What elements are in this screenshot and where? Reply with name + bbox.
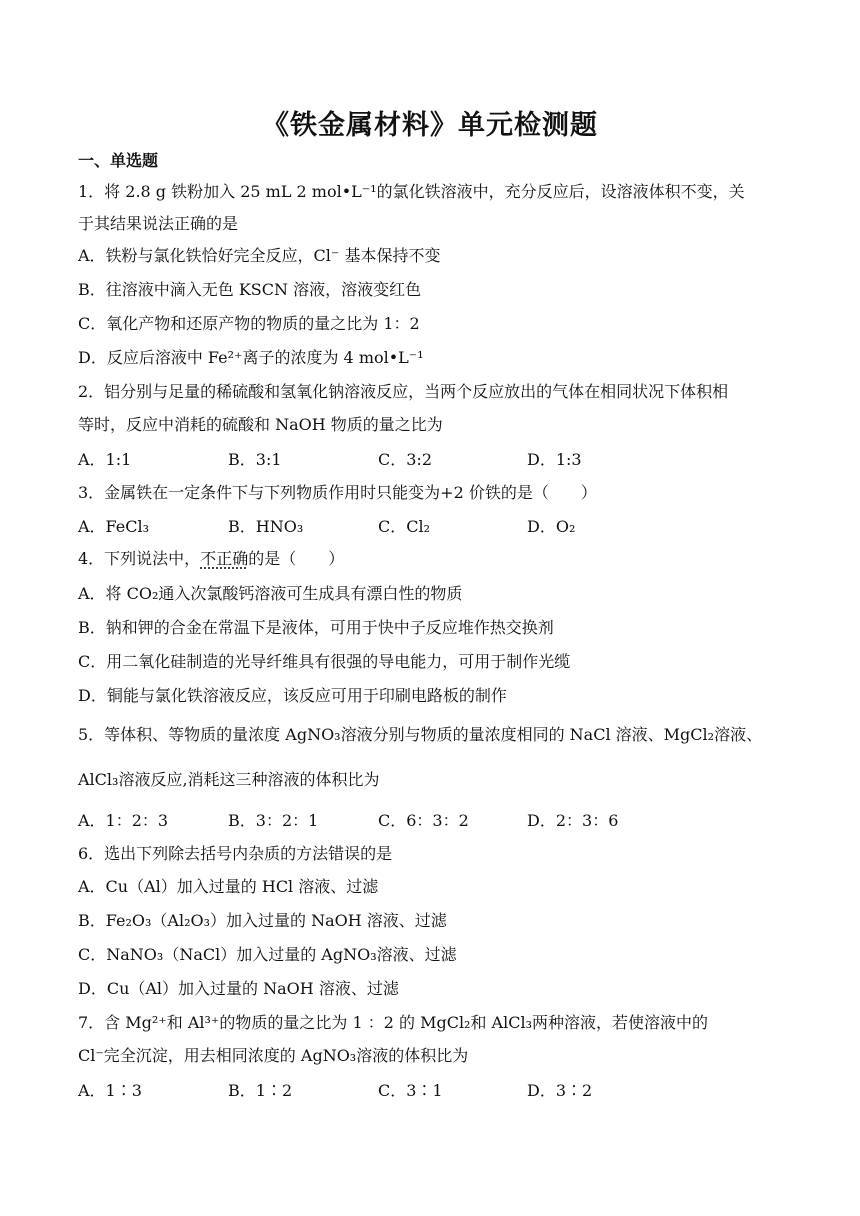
q4-option-b: B．钠和钾的合金在常温下是液体，可用于快中子反应堆作热交换剂 <box>78 618 554 637</box>
q1-stem-line2: 于其结果说法正确的是 <box>78 214 239 233</box>
q4-option-c: C．用二氧化硅制造的光导纤维具有很强的导电能力，可用于制作光缆 <box>78 652 571 671</box>
q4-stem-suffix: 的是（ ） <box>248 549 345 568</box>
q2-stem-line1: 2．铝分别与足量的稀硫酸和氢氧化钠溶液反应，当两个反应放出的气体在相同状况下体积相 <box>78 382 729 401</box>
q7-stem-line1: 7．含 Mg²⁺和 Al³⁺的物质的量之比为 1 ：2 的 MgCl₂和 AlCl₃两种溶液，若使溶液中的 <box>78 1013 709 1032</box>
q2-option-b: B．3:1 <box>228 450 282 469</box>
document-title: 《铁金属材料》单元检测题 <box>262 110 598 141</box>
q1-option-d: D．反应后溶液中 Fe²⁺离子的浓度为 4 mol•L⁻¹ <box>78 348 424 367</box>
q1-option-b: B．往溶液中滴入无色 KSCN 溶液，溶液变红色 <box>78 280 422 299</box>
q7-option-d: D．3∶2 <box>527 1081 593 1100</box>
q7-stem-line2: Cl⁻完全沉淀，用去相同浓度的 AgNO₃溶液的体积比为 <box>78 1046 469 1065</box>
q3-option-a: A．FeCl₃ <box>78 517 150 536</box>
q7-option-c: C．3∶1 <box>378 1081 443 1100</box>
q2-option-a: A．1:1 <box>78 450 132 469</box>
section-heading: 一、单选题 <box>78 151 159 170</box>
q5-option-b: B．3：2：1 <box>228 811 319 830</box>
q7-option-a: A．1∶3 <box>78 1081 142 1100</box>
q4-emphasis: 不正确 <box>200 549 249 568</box>
q5-options <box>78 809 798 833</box>
q6-option-c: C．NaNO₃（NaCl）加入过量的 AgNO₃溶液、过滤 <box>78 945 457 964</box>
q6-stem: 6．选出下列除去括号内杂质的方法错误的是 <box>78 844 393 863</box>
q3-option-d: D．O₂ <box>527 517 576 536</box>
q3-option-c: C．Cl₂ <box>378 517 431 536</box>
q4-option-a: A．将 CO₂通入次氯酸钙溶液可生成具有漂白性的物质 <box>78 584 463 603</box>
q2-option-c: C．3:2 <box>378 450 432 469</box>
q5-option-c: C．6：3：2 <box>378 811 469 830</box>
q4-stem-prefix: 4．下列说法中， <box>78 549 201 568</box>
q6-option-a: A．Cu（Al）加入过量的 HCl 溶液、过滤 <box>78 877 379 896</box>
q7-options <box>78 1079 798 1103</box>
q2-stem-line2: 等时，反应中消耗的硫酸和 NaOH 物质的量之比为 <box>78 415 443 434</box>
q3-option-b: B．HNO₃ <box>228 517 304 536</box>
q2-option-d: D．1:3 <box>527 450 582 469</box>
q3-options <box>78 515 798 539</box>
q6-option-b: B．Fe₂O₃（Al₂O₃）加入过量的 NaOH 溶液、过滤 <box>78 911 447 930</box>
q5-stem-line2: AlCl₃溶液反应,消耗这三种溶液的体积比为 <box>78 770 380 789</box>
q4-stem <box>78 547 344 571</box>
q2-options <box>78 448 798 472</box>
q3-stem: 3．金属铁在一定条件下与下列物质作用时只能变为+2 价铁的是（ ） <box>78 483 597 502</box>
q7-option-b: B．1∶2 <box>228 1081 293 1100</box>
q1-option-a: A．铁粉与氯化铁恰好完全反应，Cl⁻ 基本保持不变 <box>78 246 441 265</box>
q5-option-a: A．1：2：3 <box>78 811 169 830</box>
q1-stem-line1: 1．将 2.8 g 铁粉加入 25 mL 2 mol•L⁻¹的氯化铁溶液中，充分反应后，设溶液体积不变，关 <box>78 182 745 201</box>
q5-option-d: D．2：3：6 <box>527 811 619 830</box>
q5-stem-line1: 5．等体积、等物质的量浓度 AgNO₃溶液分别与物质的量浓度相同的 NaCl 溶液、MgCl₂溶液、 <box>78 725 763 744</box>
q6-option-d: D．Cu（Al）加入过量的 NaOH 溶液、过滤 <box>78 979 399 998</box>
q4-option-d: D．铜能与氯化铁溶液反应，该反应可用于印刷电路板的制作 <box>78 686 507 705</box>
q1-option-c: C．氧化产物和还原产物的物质的量之比为 1：2 <box>78 314 420 333</box>
